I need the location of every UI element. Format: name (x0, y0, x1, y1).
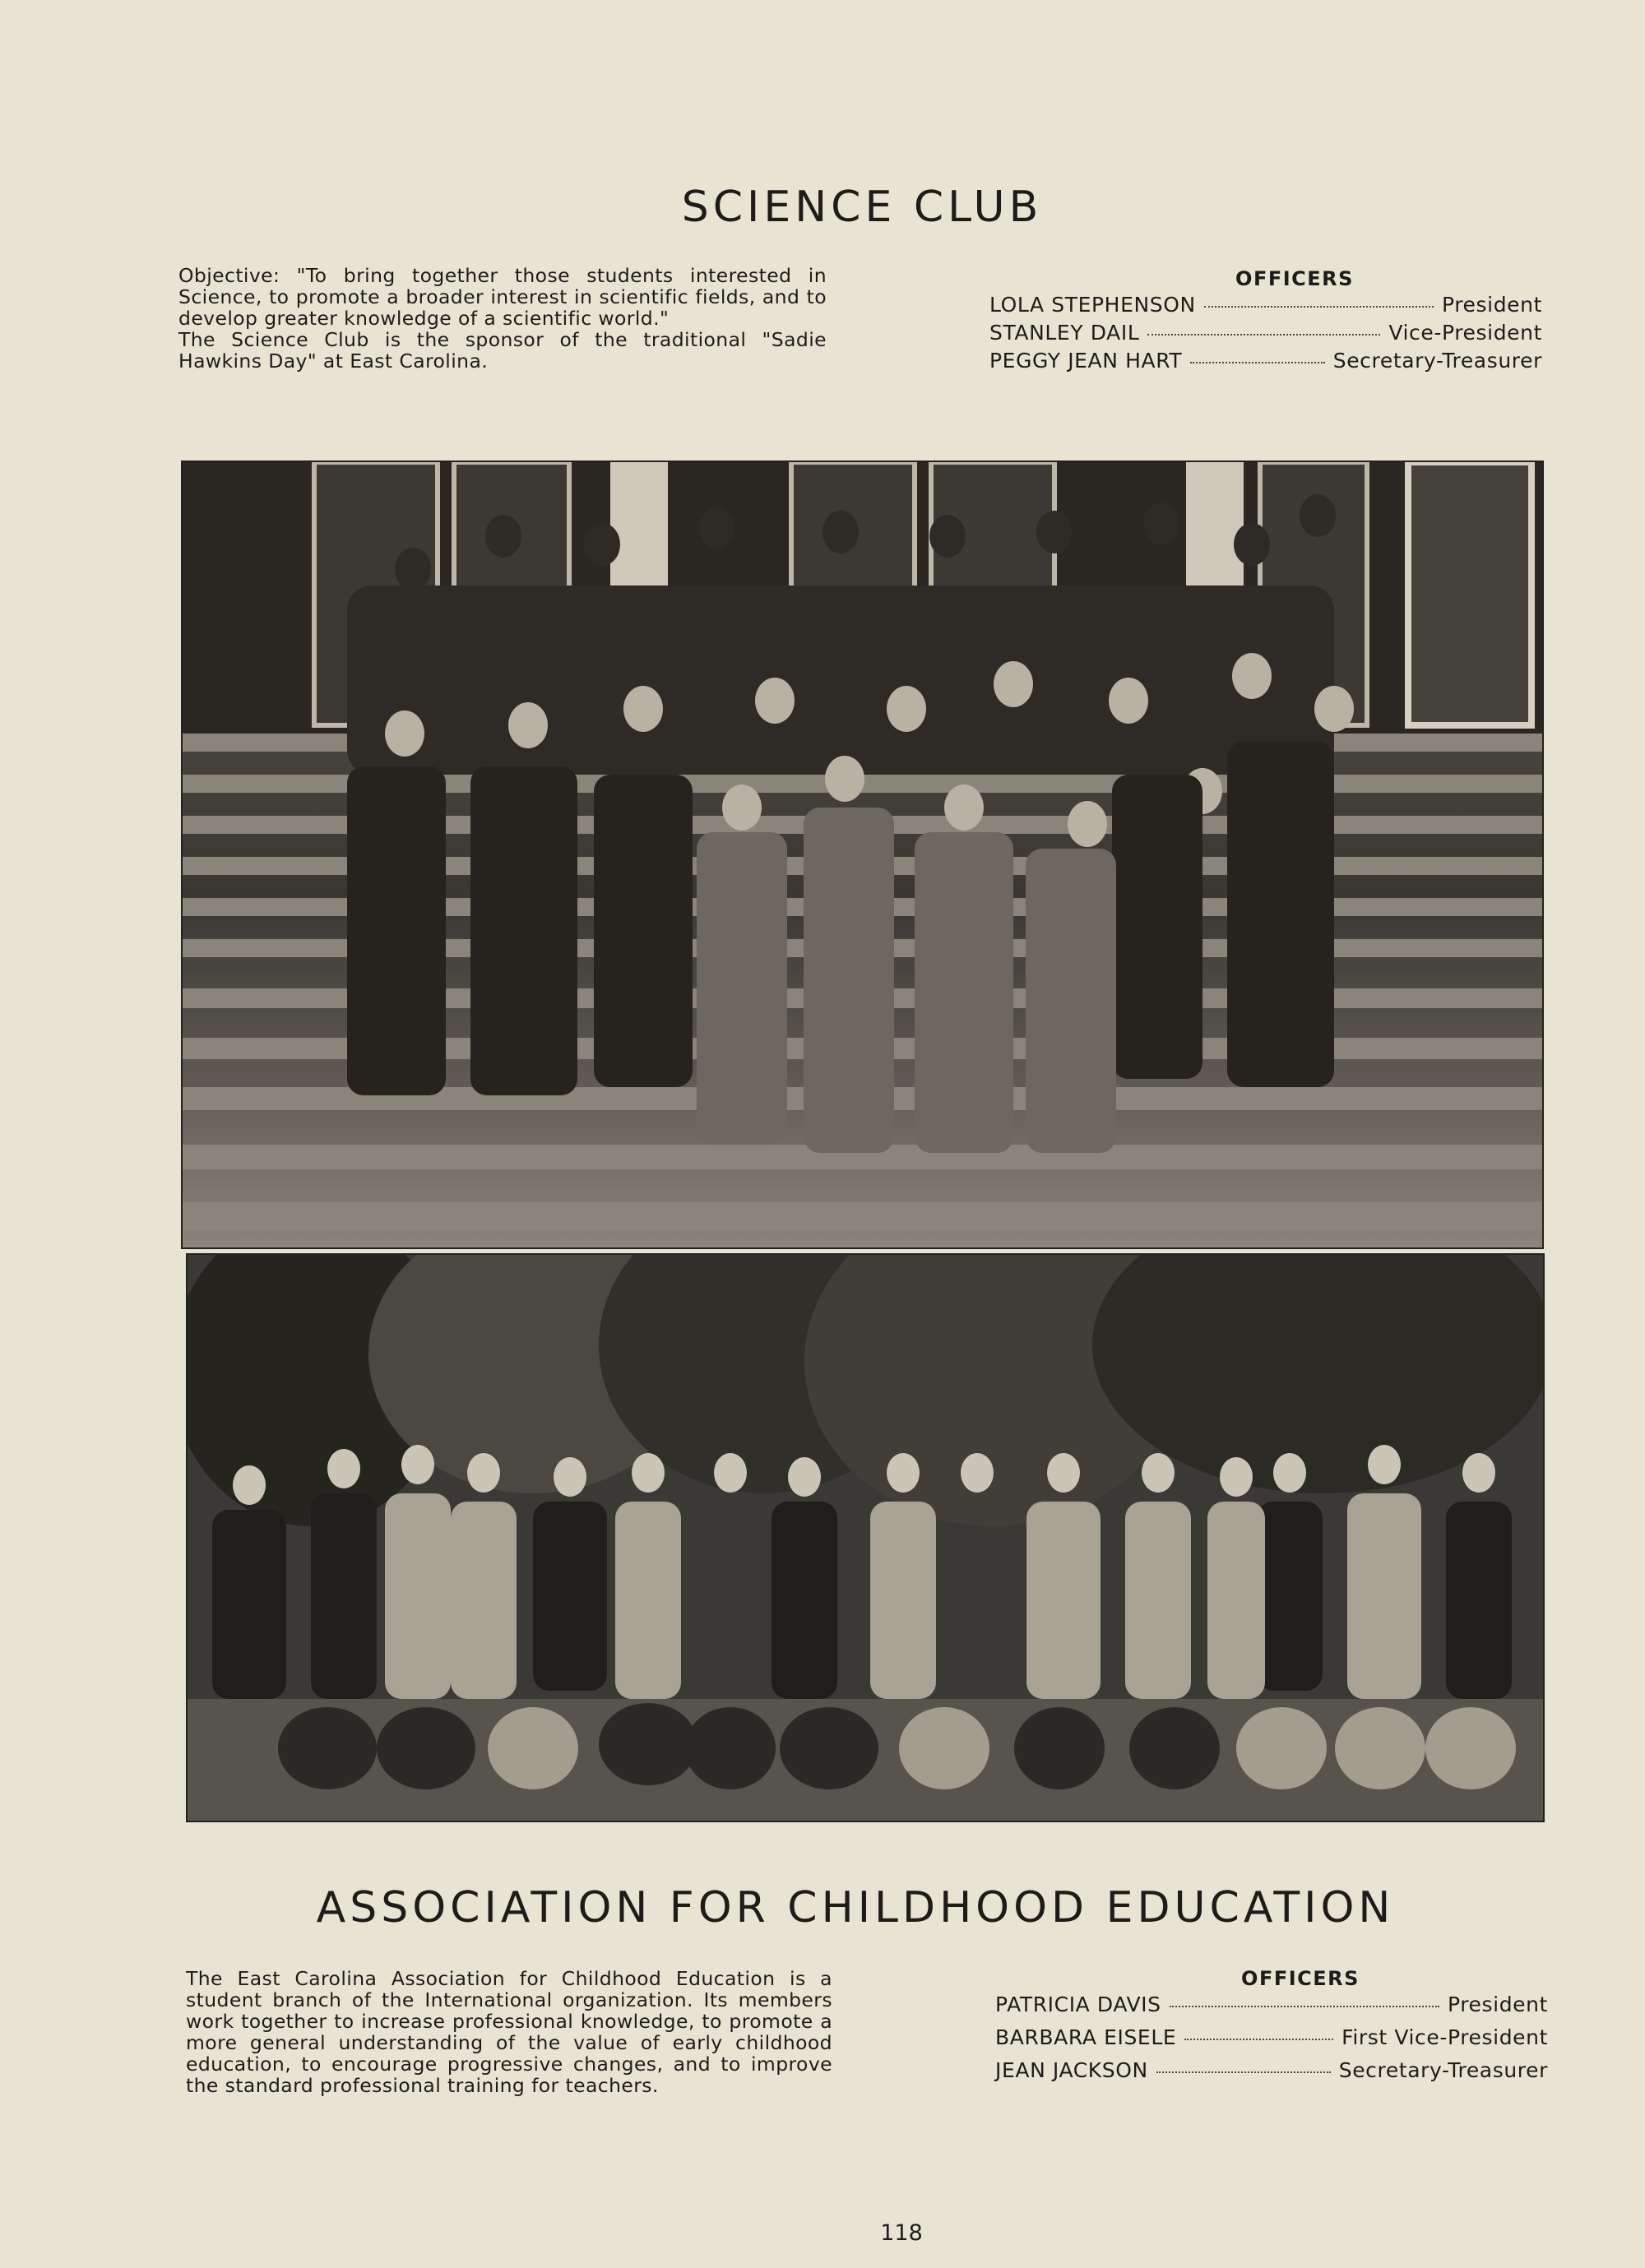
ace-group-photo (186, 1253, 1545, 1822)
ace-description (186, 1968, 832, 2096)
officer-row (995, 2058, 1548, 2091)
officer-name: STANLEY DAIL (989, 321, 1140, 345)
officer-role: Secretary-Treasurer (1338, 2058, 1548, 2082)
officer-row (995, 1993, 1548, 2025)
officer-row (995, 2025, 1548, 2058)
science-club-title: SCIENCE CLUB (681, 183, 1043, 232)
officer-role: President (1447, 1993, 1548, 2016)
dotted-leader (1184, 2039, 1333, 2040)
officers-heading: OFFICERS (1235, 267, 1354, 290)
officer-role: Vice-President (1388, 321, 1542, 345)
science-club-description (178, 265, 827, 372)
officer-role: Secretary-Treasurer (1332, 349, 1542, 373)
science-club-sponsor-note: The Science Club is the sponsor of the traditional "Sadie Hawkins Day" at East Carolina. (178, 328, 827, 373)
officer-row (989, 321, 1542, 349)
dotted-leader (1170, 2006, 1439, 2007)
officer-name: JEAN JACKSON (995, 2058, 1148, 2082)
dotted-leader (1156, 2071, 1331, 2073)
officer-name: LOLA STEPHENSON (989, 293, 1196, 317)
ace-title: ASSOCIATION FOR CHILDHOOD EDUCATION (316, 1883, 1395, 1932)
ace-description-text: The East Carolina Association for Childhood Education is a student branch of the International organization. Its members work together to increase professional knowledge, to promote a more general understanding of the value of early childhood education, to encourage progressive changes, and to improve the standard professional training for teachers. (186, 1967, 832, 2097)
officers-heading: OFFICERS (1241, 1967, 1360, 1990)
officer-role: First Vice-President (1341, 2025, 1548, 2049)
officer-name: BARBARA EISELE (995, 2025, 1177, 2049)
ace-officers (995, 1967, 1548, 2091)
science-club-group-photo (181, 461, 1544, 1249)
officer-row (989, 293, 1542, 321)
dotted-leader (1190, 362, 1324, 363)
officer-row (989, 349, 1542, 377)
officer-role: President (1441, 293, 1542, 317)
dotted-leader (1147, 334, 1380, 336)
officer-name: PEGGY JEAN HART (989, 349, 1183, 373)
steps-photo-illustration (183, 462, 1542, 1247)
lawn-photo-illustration (188, 1255, 1543, 1821)
officer-name: PATRICIA DAVIS (995, 1993, 1161, 2016)
science-club-objective: Objective: "To bring together those students interested in Science, to promote a broader interest in scientific fields, and to develop greater knowledge of a scientific world." (178, 264, 827, 330)
dotted-leader (1204, 306, 1434, 308)
page-number: 118 (880, 2220, 923, 2246)
science-club-officers (989, 267, 1542, 377)
